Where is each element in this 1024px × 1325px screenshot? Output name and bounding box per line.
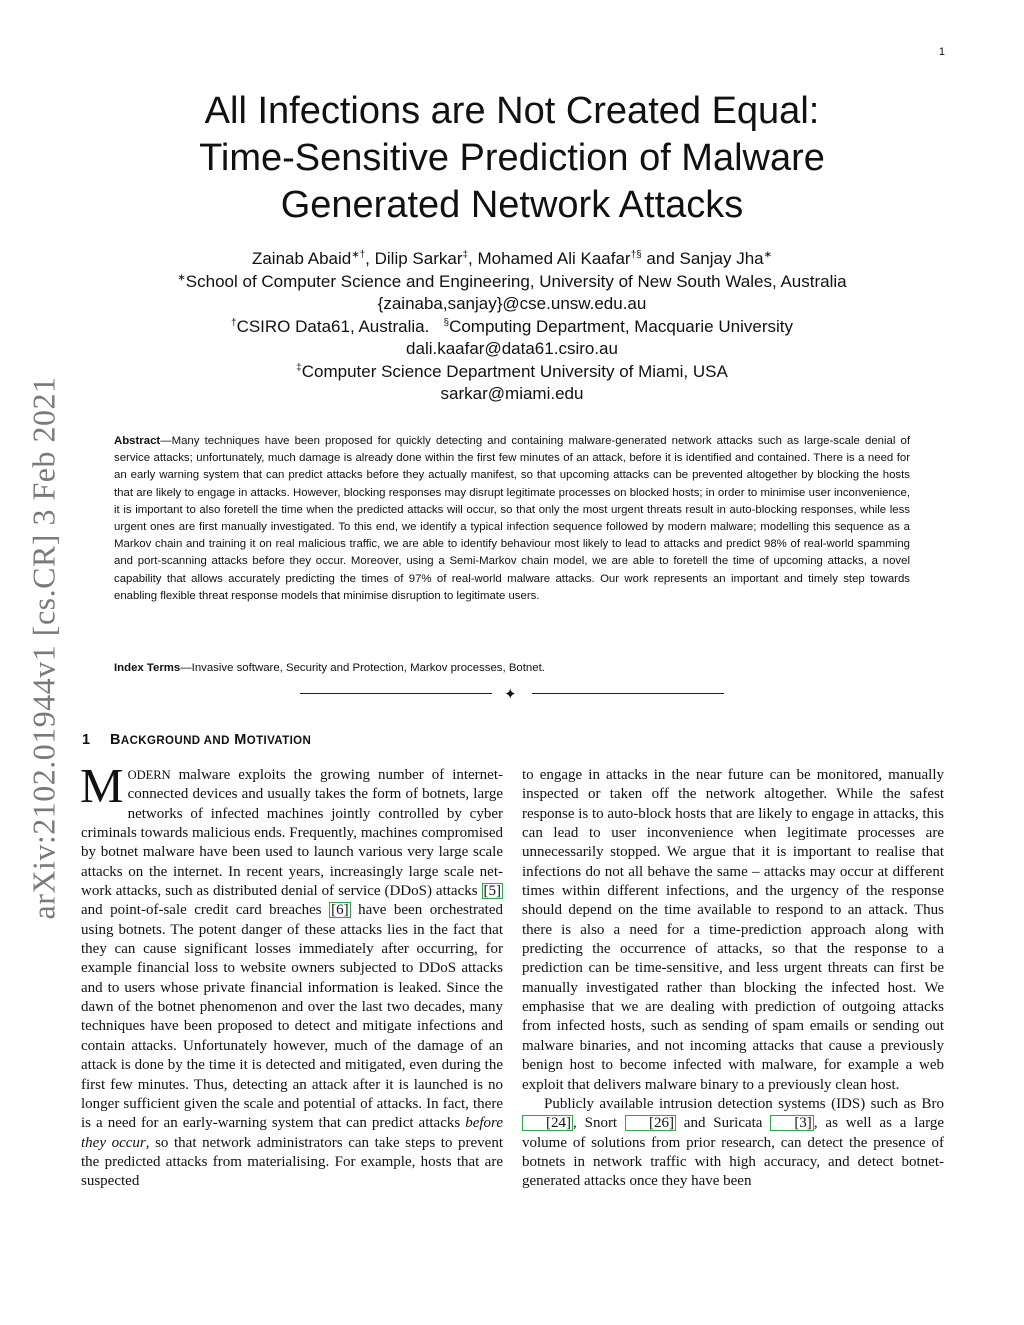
- author-name: Zainab Abaid: [251, 249, 352, 268]
- body-column-left: [80, 758, 504, 1192]
- citation-link[interactable]: [3]: [770, 1115, 814, 1131]
- abstract-text: —Many techniques have been proposed for quickly detecting and containing malware-generated network attacks such as large-scale denial of service attacks; unfortunately, much damage is already done within the first few minutes of an attack, before it is identified and contained. There is a need for an early warning system that can predict attacks before they actually manifest, so that upcoming attacks can be prevented altogether by blocking the hosts that are likely to engage in attacks. However, blocking responses may disrupt legitimate processes on blocked hosts; in order to minimise user inconvenience, it is important to also foretell the time when the predicted attacks will occur, so that only the most urgent threats result in auto-blocking responses, while less urgent ones are first manually investigated. To this end, we identify a typical infection sequence followed by modern malware; modelling this sequence as a Markov chain and training it on real malicious traffic, we are able to identify behaviour most likely to lead to attacks and predict 98% of real-world spamming and port-scanning attacks before they occur. Moreover, using a Semi-Markov chain model, we are able to foretell the time of upcoming attacks, a novel capability that allows accurately predicting the times of 97% of real-world malware attacks. Our work represents an important and timely step towards enabling flexible threat response models that minimise disruption to legitimate users.: [114, 435, 910, 602]
- author-name: and Sanjay Jha: [641, 249, 764, 268]
- citation-link[interactable]: [6]: [331, 902, 349, 919]
- author-block: [110, 248, 914, 406]
- paper-title: [110, 88, 914, 229]
- index-terms: [114, 660, 910, 677]
- author-mark: †§: [630, 249, 642, 261]
- body-column-right: [522, 766, 944, 1192]
- affiliation-miami: ‡Computer Science Department University of Miami, USA: [296, 361, 728, 381]
- email-data61: dali.kaafar@data61.csiro.au: [406, 339, 618, 358]
- title-line-1: All Infections are Not Created Equal:: [204, 90, 820, 132]
- abstract: [114, 433, 910, 605]
- affiliation-csiro-macquarie: †CSIRO Data61, Australia. §Computing Department, Macquarie University: [231, 316, 793, 336]
- section-divider: [300, 686, 724, 702]
- title-line-3: Generated Network Attacks: [280, 184, 744, 226]
- author-name: , Dilip Sarkar: [365, 249, 463, 268]
- title-line-2: Time-Sensitive Prediction of Malware: [199, 137, 825, 179]
- drop-cap: M: [80, 758, 124, 813]
- author-names: [110, 248, 914, 271]
- arxiv-stamp-text: arXiv:2102.01944v1 [cs.CR] 3 Feb 2021: [25, 376, 62, 920]
- index-terms-text: —Invasive software, Security and Protection, Markov processes, Botnet.: [180, 662, 545, 674]
- citation-link[interactable]: [24]: [522, 1115, 573, 1131]
- divider-diamond-icon: ✦: [504, 685, 517, 703]
- email-unsw: {zainaba,sanjay}@cse.unsw.edu.au: [377, 294, 647, 313]
- index-terms-label: Index Terms: [114, 662, 181, 674]
- paragraph: to engage in attacks in the near future can be monitored, manually inspected or taken off the network altogether. While the safest response is to auto-block hosts that are likely to engage in attacks, this can lead to user inconvenience when legitimate processes are unnecessarily stopped. We argue that it is important to realise that infections do not all behave the same – attacks may occur at different times within different infections, and the urgency of the response should depend on the time available to respond to an attack. Thus there is also a need for a time-prediction approach along with predicting the occurrence of attacks, so that the response to a prediction can be time-sensitive, and less urgent threats can first be manually investigated rather than blocking the infected host. We emphasise that we are dealing with prediction of outgoing attacks from infected hosts, such as sending of spam emails or sending out malware binaries, and not incoming attacks that cause a previously benign host to become infected with malware, for example a web exploit that delivers malware binary to a previously clean host.: [522, 767, 944, 1093]
- author-mark: ∗†: [351, 249, 366, 261]
- page-number: 1: [938, 46, 945, 58]
- author-mark: ∗: [763, 249, 773, 261]
- section-number: 1: [82, 732, 91, 748]
- paragraph: MODERN malware exploits the growing number of internet-connected devices and usually takes the form of botnets, large networks of infected machines jointly controlled by cyber criminals towards malicious ends. Frequently, machines compromised by botnet malware have been used to launch various very large scale attacks on the internet. In recent years, increasingly large scale network attacks, such as distributed denial of service (DDoS) attacks [5] and point-of-sale credit card breaches [6] have been orchestrated using botnets. The potent danger of these attacks lies in the fact that they can cause significant losses immediately after occurring, for example financial loss to website owners subjected to DDoS attacks and to users whose private financial information is leaked. Since the dawn of the botnet phenomenon and over the last two decades, many techniques have been proposed to detect and mitigate infections and contain attacks. Unfortunately however, much of the damage of an attack is done by the time it is detected and mitigated, even during the first few minutes. Thus, detecting an attack after it is launched is no longer sufficient given the scale and potential of attacks. In fact, there is a need for an early-warning system that can predict attacks before they occur, so that network administrators can take steps to prevent the predicted attacks from materialising. For example, hosts that are suspected: [80, 758, 504, 1190]
- divider-rule-right: [532, 693, 724, 694]
- author-mark: ‡: [462, 249, 469, 261]
- affiliation-unsw: ∗School of Computer Science and Engineering, University of New South Wales, Australia: [177, 271, 847, 291]
- author-name: , Mohamed Ali Kaafar: [468, 249, 631, 268]
- citation-link[interactable]: [5]: [483, 883, 501, 900]
- citation-link[interactable]: [26]: [625, 1115, 676, 1131]
- paragraph: Publicly available intrusion detection systems (IDS) such as Bro [24] , Snort [26] and Suricata [3] , as well as a large volume of solutions from prior research, can detect the presence of botnets in network traffic with high accuracy, and detect botnet-generated attacks once they have been: [522, 1095, 944, 1190]
- abstract-label: Abstract: [114, 435, 161, 447]
- divider-rule-left: [300, 693, 492, 694]
- email-miami: sarkar@miami.edu: [440, 384, 584, 403]
- section-heading: 1 BACKGROUND AND MOTIVATION: [82, 732, 312, 748]
